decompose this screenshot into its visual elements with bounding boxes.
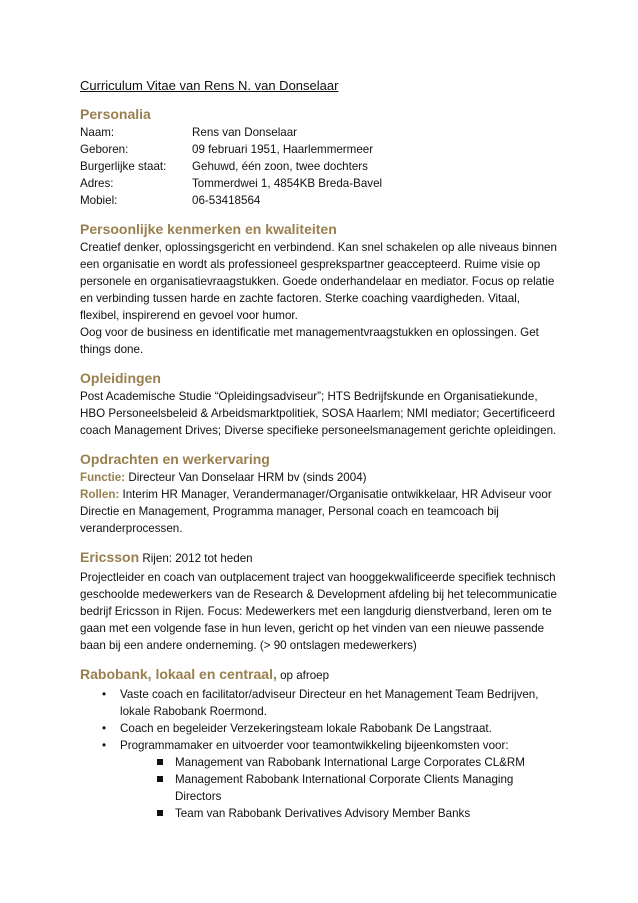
personalia-value: 06-53418564 xyxy=(192,194,261,207)
text-line: Creatief denker, oplossingsgericht en verbindend. Kan snel schakelen op alle niveaus binnen xyxy=(80,241,557,254)
bullet-icon: • xyxy=(102,722,107,735)
section-kenmerken xyxy=(80,219,580,358)
list-item xyxy=(100,737,580,754)
section-opdrachten xyxy=(80,449,580,537)
text-line: veranderprocessen. xyxy=(80,522,183,535)
personalia-value: Gehuwd, één zoon, twee dochters xyxy=(192,160,368,173)
section-heading: Opdrachten en werkervaring xyxy=(80,451,270,467)
personalia-value: 09 februari 1951, Haarlemmermeer xyxy=(192,143,374,156)
bullet-icon: • xyxy=(102,688,107,701)
personalia-row xyxy=(80,158,580,175)
sub-list-item xyxy=(155,771,580,805)
text-line: baan bij een andere onderneming. (> 90 ontslagen medewerkers) xyxy=(80,639,417,652)
text-line: en verbinding tussen harde en zachte factoren. Sterke coaching vaardigheden. Vitaal, xyxy=(80,292,520,305)
section-opleidingen xyxy=(80,368,580,439)
personalia-label: Mobiel: xyxy=(80,194,118,207)
functie-line xyxy=(80,469,580,486)
text-line: Oog voor de business en identificatie met managementvraagstukken en oplossingen. Get xyxy=(80,326,539,339)
cv-content xyxy=(80,76,580,832)
square-bullet-icon xyxy=(157,810,163,816)
sub-list-item xyxy=(155,805,580,822)
square-bullet-icon xyxy=(157,776,163,782)
text-line: bedrijf Ericsson in Rijen. Focus: Medewerkers met een langdurig dienstverband, leren om te xyxy=(80,605,552,618)
functie-value: Directeur Van Donselaar HRM bv (sinds 2004) xyxy=(125,471,367,484)
ericsson-heading: Ericsson xyxy=(80,549,140,565)
list-item xyxy=(100,720,580,737)
rollen-value: Interim HR Manager, Verandermanager/Organisatie ontwikkelaar, HR Adviseur voor xyxy=(119,488,552,501)
text-line: Post Academische Studie “Opleidingsadviseur”; HTS Bedrijfskunde en Organisatiekunde, xyxy=(80,390,538,403)
ericsson-subtitle: Rijen: 2012 tot heden xyxy=(139,552,253,565)
square-bullet-icon xyxy=(157,759,163,765)
text-line: things done. xyxy=(80,343,144,356)
text-line: flexibel, inspirerend en gevoel voor humor. xyxy=(80,309,298,322)
personalia-label: Geboren: xyxy=(80,143,129,156)
document-title: Curriculum Vitae van Rens N. van Donselaar xyxy=(80,78,339,93)
rabobank-heading: Rabobank, lokaal en centraal, xyxy=(80,666,277,682)
functie-label: Functie: xyxy=(80,471,126,484)
sub-list-item-text: Management van Rabobank International Large Corporates CL&RM xyxy=(175,756,525,769)
personalia-label: Burgerlijke staat: xyxy=(80,160,167,173)
section-heading xyxy=(80,547,580,569)
personalia-row xyxy=(80,124,580,141)
personalia-row xyxy=(80,175,580,192)
text-line: coach Management Drives; Diverse specifieke personeelsmanagement gerichte opleidingen. xyxy=(80,424,557,437)
text-line: HBO Personeelsbeleid & Arbeidsmarktpolitiek, SOSA Haarlem; NMI mediator; Gecertificeerd xyxy=(80,407,555,420)
section-personalia xyxy=(80,104,580,209)
text-line: personele en organisatievraagstukken. Goede onderhandelaar en mediator. Focus op relatie xyxy=(80,275,555,288)
list-item-text: lokale Rabobank Roermond. xyxy=(120,705,267,718)
sub-list-item-text: Team van Rabobank Derivatives Advisory Member Banks xyxy=(175,807,471,820)
rabobank-subtitle: op afroep xyxy=(276,669,330,682)
section-heading xyxy=(80,664,580,686)
sub-list-item-text: Management Rabobank International Corporate Clients Managing xyxy=(175,773,514,786)
list-item-text: Coach en begeleider Verzekeringsteam lokale Rabobank De Langstraat. xyxy=(120,722,492,735)
section-heading: Persoonlijke kenmerken en kwaliteiten xyxy=(80,221,337,237)
sub-bullet-list xyxy=(80,754,580,822)
text-line: een organisatie en wordt als professioneel gesprekspartner geaccepteerd. Ruime visie op xyxy=(80,258,541,271)
text-line: Directie en Management, Programma manager, Personal coach en teamcoach bij xyxy=(80,505,499,518)
list-item-text: Programmamaker en uitvoerder voor teamontwikkeling bijeenkomsten voor: xyxy=(120,739,509,752)
personalia-value: Rens van Donselaar xyxy=(192,126,298,139)
sub-list-item xyxy=(155,754,580,771)
section-ericsson xyxy=(80,547,580,654)
section-rabobank xyxy=(80,664,580,822)
list-item-text: Vaste coach en facilitator/adviseur Directeur en het Management Team Bedrijven, xyxy=(120,688,539,701)
text-line: gaan met een volgende fase in hun leven, gericht op het vinden van een nieuwe passende xyxy=(80,622,545,635)
text-line: geschoolde medewerkers van de Research & Development afdeling bij het telecommunicatie xyxy=(80,588,557,601)
personalia-label: Naam: xyxy=(80,126,115,139)
list-item xyxy=(100,686,580,720)
section-heading: Opleidingen xyxy=(80,370,161,386)
sub-list-item-text: Directors xyxy=(175,790,222,803)
rollen-label: Rollen: xyxy=(80,488,120,501)
rollen-line xyxy=(80,486,580,503)
bullet-icon: • xyxy=(102,739,107,752)
personalia-row xyxy=(80,141,580,158)
section-heading: Personalia xyxy=(80,106,151,122)
personalia-label: Adres: xyxy=(80,177,114,190)
personalia-row xyxy=(80,192,580,209)
text-line: Projectleider en coach van outplacement traject van hooggekwalificeerde specifiek technisch xyxy=(80,571,556,584)
bullet-list xyxy=(80,686,580,754)
personalia-value: Tommerdwei 1, 4854KB Breda-Bavel xyxy=(192,177,383,190)
